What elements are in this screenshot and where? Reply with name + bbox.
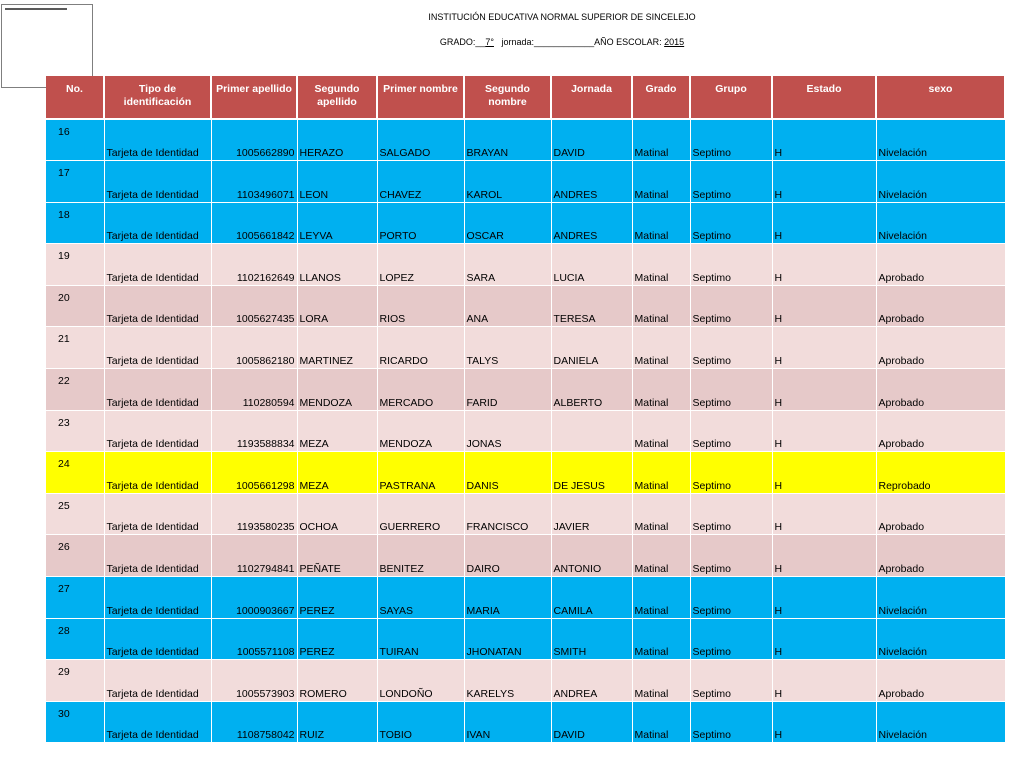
second-surname-cell: RICARDO xyxy=(377,327,464,369)
group-cell: H xyxy=(772,535,876,577)
first-name-cell: TALYS xyxy=(464,327,551,369)
group-cell: H xyxy=(772,369,876,411)
status-cell: Aprobado xyxy=(876,493,1005,535)
grade-prefix: GRADO:__ xyxy=(439,37,486,47)
second-name-cell xyxy=(551,410,632,452)
row-number-cell: 24 xyxy=(46,452,104,494)
row-number-cell: 18 xyxy=(46,202,104,244)
table-row xyxy=(46,535,1005,577)
id-number-cell: 1005571108 xyxy=(211,618,297,660)
group-cell: H xyxy=(772,327,876,369)
grade-cell: Septimo xyxy=(690,701,772,743)
group-cell: H xyxy=(772,452,876,494)
id-type-cell: Tarjeta de Identidad xyxy=(104,410,211,452)
grade-cell: Septimo xyxy=(690,660,772,702)
id-number-cell: 1005862180 xyxy=(211,327,297,369)
year-value: 2015 xyxy=(664,37,685,47)
row-number-cell: 27 xyxy=(46,577,104,619)
row-number-cell: 29 xyxy=(46,660,104,702)
col-header: Segundo nombre xyxy=(464,76,551,119)
first-name-cell: JHONATAN xyxy=(464,618,551,660)
first-surname-cell: LLANOS xyxy=(297,244,377,286)
first-name-cell: SARA xyxy=(464,244,551,286)
grade-cell: Septimo xyxy=(690,577,772,619)
first-name-cell: DAIRO xyxy=(464,535,551,577)
col-header: Estado xyxy=(772,76,876,119)
second-surname-cell: LONDOÑO xyxy=(377,660,464,702)
id-type-cell: Tarjeta de Identidad xyxy=(104,327,211,369)
id-type-cell: Tarjeta de Identidad xyxy=(104,244,211,286)
id-number-cell: 1193580235 xyxy=(211,493,297,535)
id-type-cell: Tarjeta de Identidad xyxy=(104,119,211,161)
status-cell: Reprobado xyxy=(876,452,1005,494)
grade-cell: Septimo xyxy=(690,202,772,244)
id-number-cell: 1193588834 xyxy=(211,410,297,452)
second-name-cell: ANTONIO xyxy=(551,535,632,577)
col-header: Primer nombre xyxy=(377,76,464,119)
row-number-cell: 25 xyxy=(46,493,104,535)
second-surname-cell: SAYAS xyxy=(377,577,464,619)
second-surname-cell: LOPEZ xyxy=(377,244,464,286)
grade-cell: Septimo xyxy=(690,119,772,161)
second-name-cell: SMITH xyxy=(551,618,632,660)
status-cell: Aprobado xyxy=(876,244,1005,286)
second-surname-cell: BENITEZ xyxy=(377,535,464,577)
col-header: Jornada xyxy=(551,76,632,119)
table-row xyxy=(46,701,1005,743)
second-name-cell: DAVID xyxy=(551,119,632,161)
first-surname-cell: PEÑATE xyxy=(297,535,377,577)
group-cell: H xyxy=(772,660,876,702)
second-name-cell: ALBERTO xyxy=(551,369,632,411)
shift-cell: Matinal xyxy=(632,535,690,577)
first-surname-cell: LEYVA xyxy=(297,202,377,244)
second-name-cell: DAVID xyxy=(551,701,632,743)
group-cell: H xyxy=(772,285,876,327)
second-surname-cell: CHAVEZ xyxy=(377,161,464,203)
shift-cell: Matinal xyxy=(632,285,690,327)
grade-cell: Septimo xyxy=(690,410,772,452)
table-row xyxy=(46,119,1005,161)
id-number-cell: 1000903667 xyxy=(211,577,297,619)
table-row xyxy=(46,577,1005,619)
second-surname-cell: TOBIO xyxy=(377,701,464,743)
id-number-cell: 1108758042 xyxy=(211,701,297,743)
first-surname-cell: LEON xyxy=(297,161,377,203)
first-surname-cell: LORA xyxy=(297,285,377,327)
col-header: Segundo apellido xyxy=(297,76,377,119)
row-number-cell: 16 xyxy=(46,119,104,161)
row-number-cell: 17 xyxy=(46,161,104,203)
grade-cell: Septimo xyxy=(690,285,772,327)
group-cell: H xyxy=(772,577,876,619)
first-name-cell: FARID xyxy=(464,369,551,411)
table-row xyxy=(46,618,1005,660)
id-type-cell: Tarjeta de Identidad xyxy=(104,493,211,535)
col-header: Tipo de identificación xyxy=(104,76,211,119)
group-cell: H xyxy=(772,161,876,203)
table-row xyxy=(46,161,1005,203)
status-cell: Aprobado xyxy=(876,660,1005,702)
shift-cell: Matinal xyxy=(632,410,690,452)
row-number-cell: 23 xyxy=(46,410,104,452)
row-number-cell: 28 xyxy=(46,618,104,660)
status-cell: Nivelación xyxy=(876,618,1005,660)
col-header: sexo xyxy=(876,76,1005,119)
grade-cell: Septimo xyxy=(690,618,772,660)
table-row xyxy=(46,202,1005,244)
row-number-cell: 30 xyxy=(46,701,104,743)
group-cell: H xyxy=(772,410,876,452)
shift-cell: Matinal xyxy=(632,119,690,161)
year-prefix: AÑO ESCOLAR: xyxy=(594,37,665,47)
first-name-cell: BRAYAN xyxy=(464,119,551,161)
first-name-cell: ANA xyxy=(464,285,551,327)
grade-cell: Septimo xyxy=(690,452,772,494)
id-type-cell: Tarjeta de Identidad xyxy=(104,369,211,411)
id-type-cell: Tarjeta de Identidad xyxy=(104,535,211,577)
first-name-cell: IVAN xyxy=(464,701,551,743)
status-cell: Nivelación xyxy=(876,701,1005,743)
second-name-cell: ANDRES xyxy=(551,161,632,203)
status-cell: Aprobado xyxy=(876,327,1005,369)
grade-cell: Septimo xyxy=(690,327,772,369)
first-name-cell: KARELYS xyxy=(464,660,551,702)
group-cell: H xyxy=(772,493,876,535)
second-surname-cell: GUERRERO xyxy=(377,493,464,535)
first-surname-cell: MEZA xyxy=(297,452,377,494)
id-number-cell: 1103496071 xyxy=(211,161,297,203)
shift-cell: Matinal xyxy=(632,202,690,244)
group-cell: H xyxy=(772,701,876,743)
group-cell: H xyxy=(772,119,876,161)
grade-cell: Septimo xyxy=(690,244,772,286)
first-surname-cell: MENDOZA xyxy=(297,369,377,411)
row-number-cell: 19 xyxy=(46,244,104,286)
first-name-cell: JONAS xyxy=(464,410,551,452)
institution-title: INSTITUCIÓN EDUCATIVA NORMAL SUPERIOR DE SINCELEJO xyxy=(428,12,696,22)
status-cell: Nivelación xyxy=(876,577,1005,619)
second-name-cell: CAMILA xyxy=(551,577,632,619)
id-type-cell: Tarjeta de Identidad xyxy=(104,701,211,743)
jornada-label: jornada: xyxy=(501,37,535,47)
first-surname-cell: PEREZ xyxy=(297,577,377,619)
id-type-cell: Tarjeta de Identidad xyxy=(104,452,211,494)
shift-cell: Matinal xyxy=(632,452,690,494)
shift-cell: Matinal xyxy=(632,660,690,702)
group-cell: H xyxy=(772,244,876,286)
second-surname-cell: PORTO xyxy=(377,202,464,244)
id-type-cell: Tarjeta de Identidad xyxy=(104,660,211,702)
first-surname-cell: MEZA xyxy=(297,410,377,452)
id-type-cell: Tarjeta de Identidad xyxy=(104,161,211,203)
first-surname-cell: MARTINEZ xyxy=(297,327,377,369)
col-header: Primer apellido xyxy=(211,76,297,119)
row-number-cell: 26 xyxy=(46,535,104,577)
first-surname-cell: OCHOA xyxy=(297,493,377,535)
second-surname-cell: TUIRAN xyxy=(377,618,464,660)
id-type-cell: Tarjeta de Identidad xyxy=(104,285,211,327)
id-number-cell: 1102162649 xyxy=(211,244,297,286)
group-cell: H xyxy=(772,202,876,244)
grade-cell: Septimo xyxy=(690,161,772,203)
second-name-cell: DE JESUS xyxy=(551,452,632,494)
second-name-cell: TERESA xyxy=(551,285,632,327)
grade-cell: Septimo xyxy=(690,493,772,535)
table-row xyxy=(46,493,1005,535)
shift-cell: Matinal xyxy=(632,493,690,535)
second-name-cell: ANDRES xyxy=(551,202,632,244)
second-surname-cell: SALGADO xyxy=(377,119,464,161)
row-number-cell: 21 xyxy=(46,327,104,369)
status-cell: Aprobado xyxy=(876,285,1005,327)
first-name-cell: DANIS xyxy=(464,452,551,494)
second-name-cell: DANIELA xyxy=(551,327,632,369)
grade-cell: Septimo xyxy=(690,369,772,411)
student-table xyxy=(46,76,1006,743)
grade-cell: Septimo xyxy=(690,535,772,577)
second-name-cell: LUCIA xyxy=(551,244,632,286)
second-surname-cell: RIOS xyxy=(377,285,464,327)
shift-cell: Matinal xyxy=(632,161,690,203)
id-type-cell: Tarjeta de Identidad xyxy=(104,202,211,244)
shift-cell: Matinal xyxy=(632,577,690,619)
table-row xyxy=(46,327,1005,369)
second-surname-cell: MENDOZA xyxy=(377,410,464,452)
table-row xyxy=(46,244,1005,286)
shift-cell: Matinal xyxy=(632,244,690,286)
table-row xyxy=(46,410,1005,452)
status-cell: Nivelación xyxy=(876,202,1005,244)
first-name-cell: OSCAR xyxy=(464,202,551,244)
logo-caption-line xyxy=(5,8,67,10)
grade-value: 7° xyxy=(485,37,494,47)
id-number-cell: 110280594 xyxy=(211,369,297,411)
group-cell: H xyxy=(772,618,876,660)
second-name-cell: JAVIER xyxy=(551,493,632,535)
id-number-cell: 1005627435 xyxy=(211,285,297,327)
shift-cell: Matinal xyxy=(632,327,690,369)
status-cell: Nivelación xyxy=(876,119,1005,161)
status-cell: Aprobado xyxy=(876,410,1005,452)
first-name-cell: KAROL xyxy=(464,161,551,203)
table-row xyxy=(46,285,1005,327)
id-number-cell: 1005661298 xyxy=(211,452,297,494)
table-header-row xyxy=(46,76,1005,119)
id-type-cell: Tarjeta de Identidad xyxy=(104,577,211,619)
row-number-cell: 22 xyxy=(46,369,104,411)
second-name-cell: ANDREA xyxy=(551,660,632,702)
shift-cell: Matinal xyxy=(632,701,690,743)
status-cell: Aprobado xyxy=(876,369,1005,411)
second-surname-cell: MERCADO xyxy=(377,369,464,411)
first-surname-cell: ROMERO xyxy=(297,660,377,702)
status-cell: Nivelación xyxy=(876,161,1005,203)
grade-line xyxy=(0,37,1024,47)
id-number-cell: 1005661842 xyxy=(211,202,297,244)
first-name-cell: FRANCISCO xyxy=(464,493,551,535)
col-header: Grado xyxy=(632,76,690,119)
first-name-cell: MARIA xyxy=(464,577,551,619)
id-number-cell: 1005573903 xyxy=(211,660,297,702)
shift-cell: Matinal xyxy=(632,618,690,660)
id-number-cell: 1005662890 xyxy=(211,119,297,161)
first-surname-cell: HERAZO xyxy=(297,119,377,161)
status-cell: Aprobado xyxy=(876,535,1005,577)
table-row xyxy=(46,452,1005,494)
table-row xyxy=(46,660,1005,702)
row-number-cell: 20 xyxy=(46,285,104,327)
col-header: Grupo xyxy=(690,76,772,119)
id-type-cell: Tarjeta de Identidad xyxy=(104,618,211,660)
table-row xyxy=(46,369,1005,411)
first-surname-cell: RUIZ xyxy=(297,701,377,743)
first-surname-cell: PEREZ xyxy=(297,618,377,660)
id-number-cell: 1102794841 xyxy=(211,535,297,577)
jornada-blank: ____________ xyxy=(534,37,595,47)
col-header: No. xyxy=(46,76,104,119)
second-surname-cell: PASTRANA xyxy=(377,452,464,494)
shift-cell: Matinal xyxy=(632,369,690,411)
